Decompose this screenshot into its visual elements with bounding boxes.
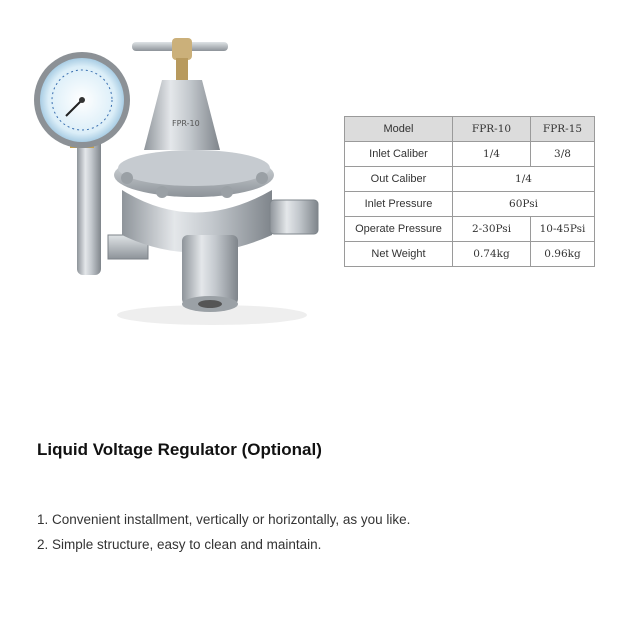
header-fpr-15: FPR-15 bbox=[531, 117, 595, 142]
header-fpr-10: FPR-10 bbox=[453, 117, 531, 142]
list-item: 2. Simple structure, easy to clean and maintain. bbox=[37, 537, 322, 552]
table-row bbox=[345, 192, 595, 217]
row-label: Inlet Pressure bbox=[345, 192, 453, 217]
feature-list bbox=[37, 507, 410, 557]
cell-value: 60Psi bbox=[453, 192, 595, 217]
cell-value: 0.74kg bbox=[453, 242, 531, 267]
row-label: Out Caliber bbox=[345, 167, 453, 192]
table-row bbox=[345, 217, 595, 242]
product-photo bbox=[22, 30, 332, 330]
row-label: Operate Pressure bbox=[345, 217, 453, 242]
cell-value: 10-45Psi bbox=[531, 217, 595, 242]
cell-value: 0.96kg bbox=[531, 242, 595, 267]
table-header-row bbox=[345, 117, 595, 142]
table-row bbox=[345, 167, 595, 192]
svg-text:FPR-10: FPR-10 bbox=[172, 119, 200, 128]
row-label: Inlet Caliber bbox=[345, 142, 453, 167]
spec-table bbox=[344, 116, 595, 267]
table-row bbox=[345, 142, 595, 167]
section-title: Liquid Voltage Regulator (Optional) bbox=[37, 440, 322, 459]
cell-value: 2-30Psi bbox=[453, 217, 531, 242]
table-row bbox=[345, 242, 595, 267]
list-item: 1. Convenient installment, vertically or horizontally, as you like. bbox=[37, 512, 411, 527]
header-model: Model bbox=[345, 117, 453, 142]
row-label: Net Weight bbox=[345, 242, 453, 267]
cell-value: 1/4 bbox=[453, 142, 531, 167]
cell-value: 1/4 bbox=[453, 167, 595, 192]
cell-value: 3/8 bbox=[531, 142, 595, 167]
pressure-regulator-icon bbox=[22, 30, 332, 330]
